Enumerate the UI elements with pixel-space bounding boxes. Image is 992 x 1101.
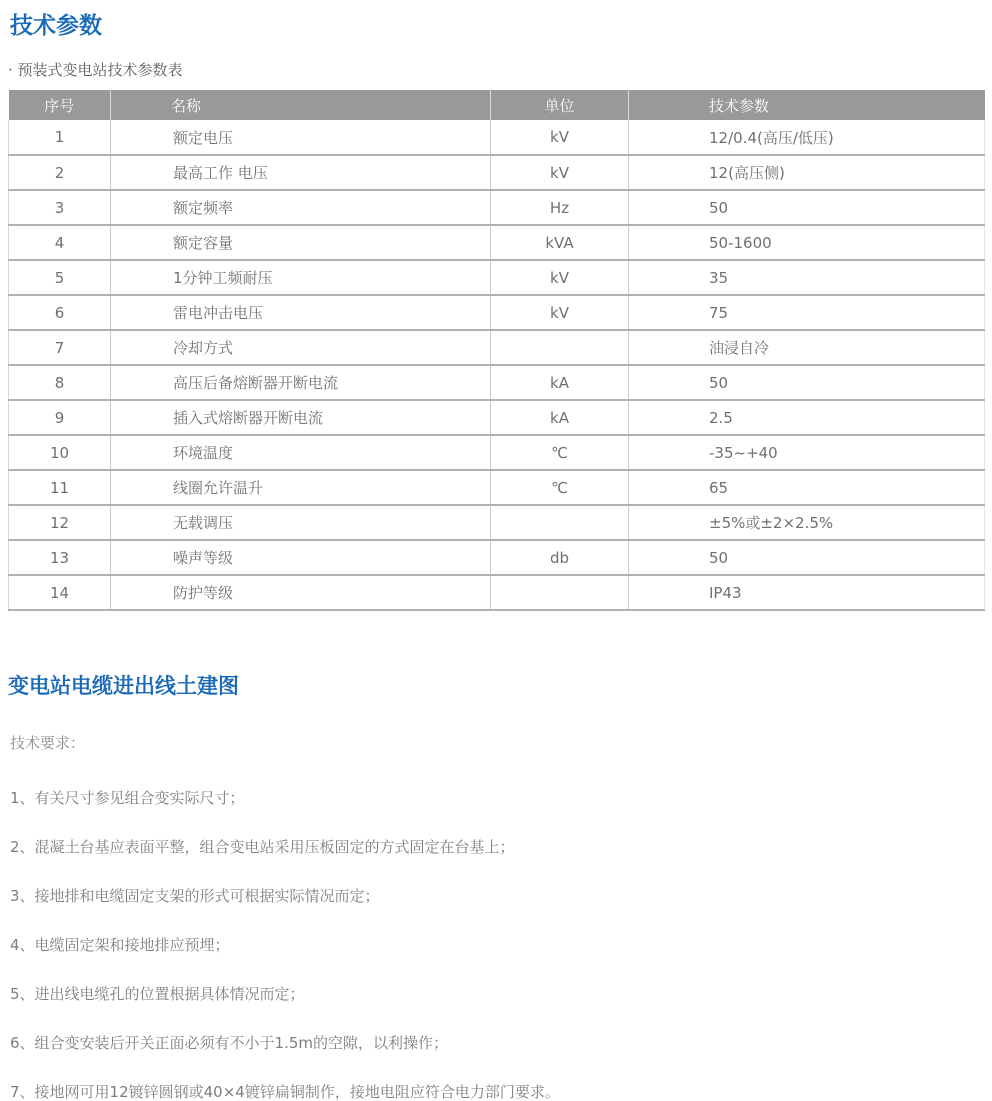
table-row — [9, 435, 985, 470]
requirements-label: 技术要求： — [10, 734, 86, 752]
cell-unit: kA — [491, 365, 629, 400]
table-row — [9, 540, 985, 575]
cell-index: 13 — [9, 540, 111, 575]
cell-value: 12/0.4(高压/低压) — [629, 120, 985, 155]
table-row — [9, 295, 985, 330]
cell-unit: kV — [491, 120, 629, 155]
table-row — [9, 330, 985, 365]
table-row — [9, 120, 985, 155]
cell-name: 额定容量 — [111, 225, 491, 260]
header-cell-value: 技术参数 — [629, 90, 985, 120]
cell-index: 3 — [9, 190, 111, 225]
table-row — [9, 575, 985, 610]
cell-unit: kV — [491, 260, 629, 295]
cell-index: 1 — [9, 120, 111, 155]
cell-value: 50 — [629, 540, 985, 575]
table-row — [9, 190, 985, 225]
cell-name: 额定频率 — [111, 190, 491, 225]
cell-unit: kV — [491, 155, 629, 190]
header-cell-index: 序号 — [9, 90, 111, 120]
cell-name: 防护等级 — [111, 575, 491, 610]
cell-index: 5 — [9, 260, 111, 295]
requirement-item: 5、进出线电缆孔的位置根据具体情况而定； — [10, 985, 305, 1003]
cell-unit: kVA — [491, 225, 629, 260]
cell-name: 雷电冲击电压 — [111, 295, 491, 330]
table-row — [9, 260, 985, 295]
cell-index: 6 — [9, 295, 111, 330]
table-row — [9, 155, 985, 190]
table-row — [9, 365, 985, 400]
cell-value: 2.5 — [629, 400, 985, 435]
requirement-item: 3、接地排和电缆固定支架的形式可根据实际情况而定； — [10, 887, 380, 905]
requirement-item: 4、电缆固定架和接地排应预埋； — [10, 936, 230, 954]
cell-value: -35~+40 — [629, 435, 985, 470]
page-title: 技术参数 — [10, 13, 102, 39]
parameters-table — [8, 90, 985, 611]
cell-unit — [491, 575, 629, 610]
cell-index: 11 — [9, 470, 111, 505]
cell-name: 最高工作 电压 — [111, 155, 491, 190]
cell-name: 1分钟工频耐压 — [111, 260, 491, 295]
cell-value: 50 — [629, 365, 985, 400]
requirement-item: 6、组合变安装后开关正面必须有不小于1.5m的空隙，以利操作； — [10, 1034, 449, 1052]
cell-name: 冷却方式 — [111, 330, 491, 365]
section2-title: 变电站电缆进出线土建图 — [8, 674, 239, 698]
cell-value: 65 — [629, 470, 985, 505]
cell-value: 50-1600 — [629, 225, 985, 260]
table-row — [9, 470, 985, 505]
cell-value: 12(高压侧) — [629, 155, 985, 190]
cell-index: 9 — [9, 400, 111, 435]
cell-value: 50 — [629, 190, 985, 225]
cell-name: 插入式熔断器开断电流 — [111, 400, 491, 435]
cell-index: 14 — [9, 575, 111, 610]
cell-unit: ℃ — [491, 470, 629, 505]
cell-name: 额定电压 — [111, 120, 491, 155]
cell-unit: kV — [491, 295, 629, 330]
table-row — [9, 225, 985, 260]
cell-name: 高压后备熔断器开断电流 — [111, 365, 491, 400]
header-cell-name: 名称 — [111, 90, 491, 120]
cell-name: 线圈允许温升 — [111, 470, 491, 505]
cell-index: 2 — [9, 155, 111, 190]
cell-index: 4 — [9, 225, 111, 260]
cell-name: 噪声等级 — [111, 540, 491, 575]
cell-index: 8 — [9, 365, 111, 400]
cell-value: 油浸自冷 — [629, 330, 985, 365]
table-header-row — [9, 90, 985, 120]
cell-unit: kA — [491, 400, 629, 435]
cell-name: 环境温度 — [111, 435, 491, 470]
header-cell-unit: 单位 — [491, 90, 629, 120]
cell-index: 7 — [9, 330, 111, 365]
cell-value: IP43 — [629, 575, 985, 610]
requirement-item: 1、有关尺寸参见组合变实际尺寸； — [10, 789, 245, 807]
cell-unit — [491, 330, 629, 365]
cell-index: 10 — [9, 435, 111, 470]
table-row — [9, 505, 985, 540]
cell-unit: Hz — [491, 190, 629, 225]
table-body — [9, 120, 985, 610]
cell-unit: ℃ — [491, 435, 629, 470]
cell-unit — [491, 505, 629, 540]
cell-value: ±5%或±2×2.5% — [629, 505, 985, 540]
requirements-list — [0, 790, 992, 1100]
requirement-item: 2、混凝土台基应表面平整，组合变电站采用压板固定的方式固定在台基上； — [10, 838, 515, 856]
table-row — [9, 400, 985, 435]
cell-value: 75 — [629, 295, 985, 330]
cell-name: 无载调压 — [111, 505, 491, 540]
requirement-item: 7、接地网可用12镀锌圆钢或40×4镀锌扁铜制作，接地电阻应符合电力部门要求。 — [10, 1083, 560, 1101]
table-caption: · 预装式变电站技术参数表 — [8, 61, 183, 79]
cell-unit: db — [491, 540, 629, 575]
cell-index: 12 — [9, 505, 111, 540]
cell-value: 35 — [629, 260, 985, 295]
